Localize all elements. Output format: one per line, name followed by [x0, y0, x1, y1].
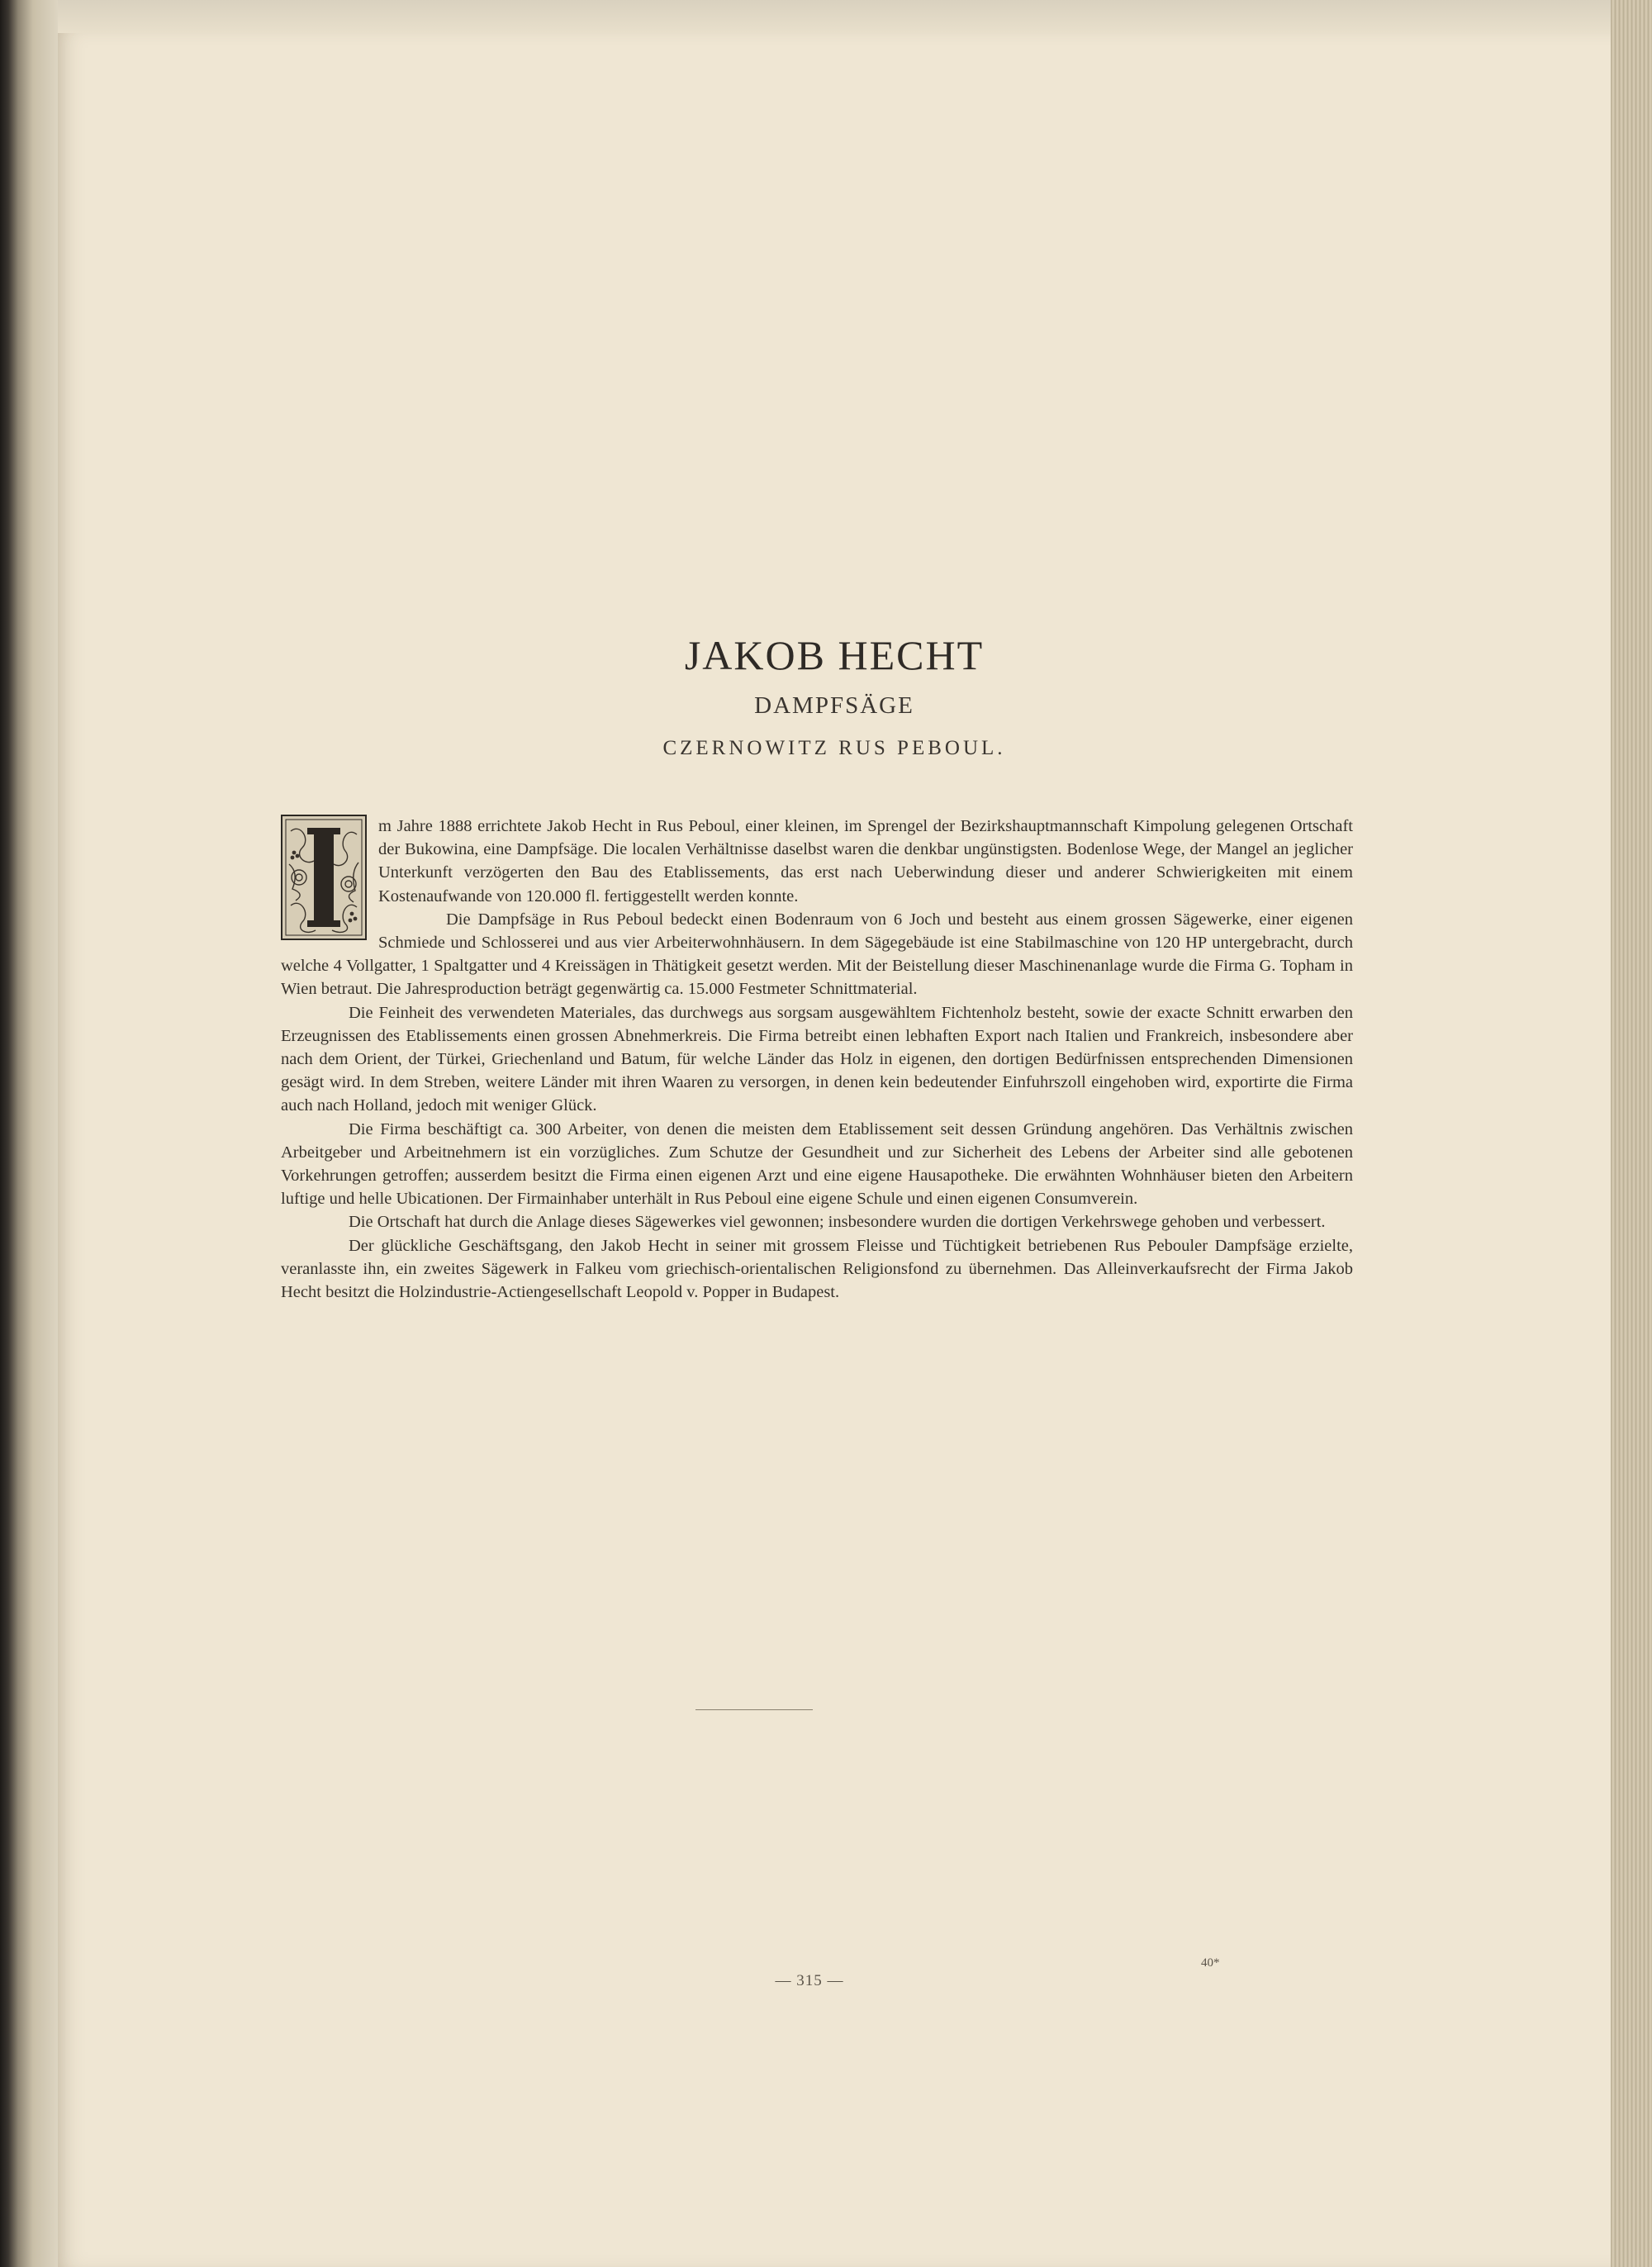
page-subtitle: DAMPFSÄGE	[754, 692, 914, 719]
article-paragraph: Die Dampfsäge in Rus Peboul bedeckt einen Bodenraum von 6 Joch und besteht aus einem grossen Sägewerke, einer eigenen Schmiede und Schlosserei und aus vier Arbeiterwohnhäusern. In dem Sägegebäude ist eine Stabilmaschine von 120 HP untergebracht, durch welche 4 Vollgatter, 1 Spaltgatter und 4 Kreissägen in Thätigkeit gesetzt werden. Mit der Beistellung dieser Maschinenanlage wurde die Firma G. Topham in Wien betraut. Die Jahresproduction beträgt gegenwärtig ca. 15.000 Festmeter Schnittmaterial.	[281, 910, 1353, 999]
article-paragraph: Die Feinheit des verwendeten Materiales, das durchwegs aus sorgsam ausgewähltem Fichtenholz besteht, sowie der exacte Schnitt erwarben den Erzeugnissen des Etablissements einen grossen Abnehmerkreis. Die Firma betreibt einen lebhaften Export nach Italien und Frankreich, insbesondere aber nach dem Orient, der Türkei, Griechenland und Batum, für welche Länder das Holz in eigenen, den dortigen Bedürfnissen entsprechenden Dimensionen gesägt wird. In dem Streben, weitere Länder mit ihren Waaren zu versorgen, in denen kein bedeutender Einfuhrszoll eingehoben wird, exportirte die Firma auch nach Holland, jedoch mit weniger Glück.	[281, 1003, 1353, 1115]
signature-mark: 40*	[1201, 1956, 1220, 1970]
page-location: CZERNOWITZ RUS PEBOUL.	[662, 737, 1006, 759]
page-number: — 315 —	[775, 1972, 844, 1989]
page	[58, 33, 1611, 2267]
book-spine	[0, 0, 58, 2267]
page-edge	[1611, 0, 1652, 2267]
dropcap-ornament	[281, 815, 367, 940]
article-paragraph: Der glückliche Geschäftsgang, den Jakob Hecht in seiner mit grossem Fleisse und Tüchtigkeit betriebenen Rus Pebouler Dampfsäge erzielte, veranlasste ihn, ein zweites Sägewerk in Falkeu vom griechisch-orientalischen Religionsfond zu übernehmen. Das Alleinverkaufsrecht der Firma Jakob Hecht besitzt die Holzindustrie-Actiengesellschaft Leopold v. Popper in Budapest.	[281, 1236, 1353, 1302]
article-paragraph: Die Firma beschäftigt ca. 300 Arbeiter, von denen die meisten dem Etablissement seit dessen Gründung angehören. Das Verhältnis zwischen Arbeitgeber und Arbeitnehmern ist ein vorzügliches. Zum Schutze der Gesundheit und zur Sicherheit des Lebens der Arbeiter sind alle gebotenen Vorkehrungen getroffen; ausserdem besitzt die Firma einen eigenen Arzt und eine eigene Hausapotheke. Die erwähnten Wohnhäuser bieten den Arbeitern luftige und helle Ubicationen. Der Firmainhaber unterhält in Rus Peboul eine eigene Schule und einen eigenen Consumverein.	[281, 1119, 1353, 1209]
paragraph-text: m Jahre 1888 errichtete Jakob Hecht in Rus Peboul, einer kleinen, im Sprengel der Bezirkshauptmannschaft Kimpolung gelegenen Ortschaft der Bukowina, eine Dampfsäge. Die localen Verhältnisse daselbst waren die denkbar ungünstigsten. Bodenlose Wege, der Mangel an jeglicher Unterkunft verzögerten den Bau des Etablissements, das erst nach Ueberwindung dieser und anderer Schwierigkeiten mit einem Kostenaufwande von 120.000 fl. fertiggestellt werden konnte.	[378, 817, 1353, 905]
section-divider	[695, 1709, 813, 1710]
article-paragraph: Die Ortschaft hat durch die Anlage dieses Sägewerkes viel gewonnen; insbesondere wurden die dortigen Verkehrswege gehoben und verbessert.	[349, 1213, 1326, 1232]
page-top-margin	[58, 0, 1611, 33]
page-title: JAKOB HECHT	[684, 632, 985, 678]
article-paragraph	[281, 815, 1353, 908]
article-body	[281, 815, 1353, 1304]
